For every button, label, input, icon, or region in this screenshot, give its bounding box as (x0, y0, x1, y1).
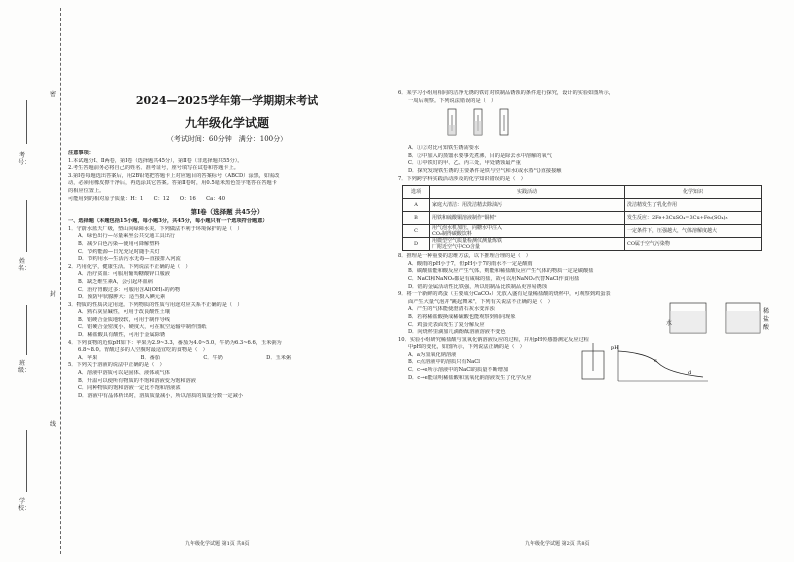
q3-option-b: B．铝硬合金质地较软，可用于制作导线 (78, 316, 170, 323)
name-label: 姓名： (18, 258, 31, 272)
atomic-masses: 可能用到的相对原子质量：H：1 C：12 O：16 Ca：40 (68, 195, 226, 202)
q3-option-d: D．稀盐酸具有酸性，可用于金属除锈 (78, 332, 166, 339)
q5-option-d: D．溶液中有晶体析出时，溶质质量减小，所以溶质的质量分数一定减小 (78, 392, 243, 399)
class-label: 班级： (18, 360, 31, 374)
q4-option-d: D．玉米粥 (266, 354, 292, 361)
q5-option-a: A．溶液中溶质可以是固体、液体或气体 (78, 370, 170, 377)
q10-option-b: B．c点溶液中的溶质只有NaCl (408, 359, 480, 366)
question-3: 3．物质的性质决定用途。下列物质的性质与用途对应关系不正确的是（ ） (68, 301, 243, 308)
question-2: 2．巧用化学，健康生活。下列说法不正确的是（ ） (68, 263, 191, 270)
note-2: 2.考生答题前务必将自己的姓名、准考证号，座号填写在试卷和答题卡上。 (68, 165, 239, 172)
q4-option-c: C．牛奶 (203, 354, 223, 361)
q10-option-a: A．a为氢氧化钠溶液 (408, 351, 457, 358)
q5-option-b: B．升温可以使所有物质的不饱和溶液变为饱和溶液 (78, 377, 196, 384)
question-4b: 6.8~8.0。胃酸过多的人空腹时最适宜吃的食物是（ ） (78, 347, 208, 354)
q4-option-b: B．番茄 (140, 354, 160, 361)
q1-option-d: D．节约用水—生活污水无毒—直接排入河流 (78, 256, 181, 263)
part-1-intro: 一、选择题（本题包括15小题，每小题3分，共45分，每小题只有一个选项符合题意） (68, 218, 268, 225)
section-1-title: 第Ⅰ卷（选择题 共45分） (190, 208, 264, 217)
water-label: 水 (666, 320, 673, 328)
table-cell: 洗洁精发生了乳化作用 (625, 199, 762, 212)
seal-feng: 封 (50, 291, 57, 298)
acid-label: 盐 (763, 316, 770, 324)
table-cell: 发生反应：2Fe+3CuSO₄=3Cu+Fe₂(SO₄)₃ (625, 212, 762, 225)
q6-figure (438, 105, 558, 141)
note-3a: 3.第Ⅰ卷每题选出答案后，用2B铅笔把答题卡上对应题目的答案标号（ABCD）涂黑，如需改 (68, 172, 280, 179)
name-line (26, 200, 27, 252)
q9-figure (666, 297, 776, 339)
table-cell: 用气泡水机加压，向糖水中注入 CO₂制得碳酸饮料 (430, 225, 625, 238)
q2-option-a: A．治疗贫血：可服用葡萄糖酸锌口服液 (78, 271, 170, 278)
table-row (403, 225, 762, 238)
q2-option-c: C．治疗胃酸过多：可服用含Al(OH)₃的药物 (78, 286, 181, 293)
table-header-cell: 选项 (403, 186, 430, 199)
point-c-label: c (654, 357, 657, 364)
q8-option-c: C．NaCl和NaNO₂都是有咸味的盐，故可以用NaNO₂代替NaCl作食用盐 (408, 275, 580, 282)
q1-option-c: C．节约能源—日光充足时随手关灯 (78, 248, 160, 255)
table-row (403, 212, 762, 225)
exam-meta: （考试时间：60分钟 满分：100分） (166, 135, 288, 143)
note-3b: 动，必须用橡皮擦干净后，再选涂其它答案。答第Ⅱ卷时，用0.5毫米黑色签字笔答在答题卡 (68, 180, 277, 187)
q10-option-d: D．c→e能证明稀盐酸和氢氧化钠溶液发生了化学反应 (408, 374, 532, 381)
table-cell: C (403, 225, 430, 238)
right-page-footer: 九年级化学试题 第2页 共8页 (525, 541, 590, 547)
exam-subtitle: 九年级化学试题 (184, 116, 269, 130)
question-10a: 10．实验小组研究稀盐酸与氢氧化钠溶液反应的过程，并用pH传感器测定反应过程 (398, 336, 589, 343)
point-d-label: d (688, 369, 692, 376)
notes-heading: 注意事项： (68, 150, 94, 156)
question-9b: 面产生大量气泡并"跳起舞来"，下列有关说法不正确的是（ ） (408, 298, 553, 305)
q6-option-c: C．①中铁钉的甲、乙、丙三处，甲处锈蚀最严重 (408, 160, 521, 167)
q1-option-a: A．绿色出行—尽量乘坐公共交通工具出行 (78, 233, 176, 240)
table-cell: 用铁和硫酸铜溶液制作"铜树" (430, 212, 625, 225)
ph-axis-label: pH (611, 344, 619, 351)
table-header-cell: 化学知识 (625, 186, 762, 199)
q2-option-d: D．预防甲状腺肿大：适当摄入碘元素 (78, 294, 166, 301)
q6-option-a: A．①②对比可知铁生锈需要水 (408, 145, 480, 152)
q5-option-c: C．同种物质的饱和溶液一定比不饱和溶液浓 (78, 385, 181, 392)
question-6b: 一周后观察。下列说法错误的是（ ） (408, 97, 497, 104)
table-cell: A (403, 199, 430, 212)
q6-option-b: B．②中加入的蒸馏水要事先煮沸，目的是除去水中溶解的氧气 (408, 152, 552, 159)
q3-option-c: C．铝硬合金密度小、硬度大，可在航空运输中制作图纸 (78, 324, 207, 331)
q6-option-d: D．探究发现铁生锈的主要条件是铁与空气和水(或水蒸气)直接接触 (408, 167, 562, 174)
question-5: 5．下列关于溶液的说法中正确的是（ ） (68, 362, 165, 369)
acid-label: 稀 (763, 308, 770, 316)
q8-option-d: D．铝的金属活动性比铁强，所以铝制品比铁制品更容易锈蚀 (408, 283, 548, 290)
table-cell: B (403, 212, 430, 225)
q3-option-a: A．熟石灰显碱性，可用于改良酸性土壤 (78, 309, 170, 316)
exam-number-line (26, 100, 27, 144)
q10-option-c: C．c→e所示溶液中的NaCl的质量不断增加 (408, 367, 509, 374)
q1-option-b: B．减少白色污染—使用可降解塑料 (78, 240, 160, 247)
table-cell: 家庭大清洁：用洗洁精去除油污 (430, 199, 625, 212)
question-9a: 9．将一个新鲜的鸡蛋（主要成分CaCO₃）先放入盛有足量稀盐酸的烧杯中，可观察到鸡蛋表 (398, 291, 611, 298)
table-header-cell: 实践活动 (430, 186, 625, 199)
school-label: 学校： (18, 498, 31, 512)
q8-option-b: B．碳酸盐能和酸反应产生气体，则能和稀盐酸反应产生气体的物质一定是碳酸盐 (408, 268, 594, 275)
table-cell: 用微型空气质量检测仪测量炼铁 厂附近空气中CO含量 (430, 238, 625, 251)
q9-option-a: A．产生的气体能使澄清石灰水变浑浊 (408, 306, 495, 313)
note-3c: 的相应位置上。 (68, 187, 105, 194)
question-6a: 6．某学习小组用相同的洁净无锈的铁钉对铁制品锈蚀的条件进行探究，设计的实验如图所示， (398, 90, 614, 96)
question-7: 7．下列跨学科实践活动涉及的化学知识错误的是（ ） (398, 175, 526, 182)
q8-option-a: A．酸雨的pH小于7，但pH小于7的雨水不一定是酸雨 (408, 260, 533, 267)
table-cell: D (403, 238, 430, 251)
exam-number-label: 考号： (18, 152, 31, 166)
q4-option-a: A．苹果 (78, 354, 98, 361)
left-page (68, 10, 386, 400)
right-page (398, 10, 780, 382)
binding-strip (14, 30, 62, 530)
acid-label: 酸 (763, 324, 770, 332)
question-8: 8．推理是一种重要的思维方法，以下推理合理的是（ ） (398, 253, 531, 260)
table-header-row (403, 186, 762, 199)
school-line (26, 430, 27, 492)
table-row (403, 238, 762, 251)
q9-option-d: D．向烧杯里滴加几滴酚酞溶液溶液不变色 (408, 329, 506, 336)
question-4a: 4．下列食物的近似pH如下：苹果为2.9~3.3，番茄为4.0~5.0，牛奶为6.3~6.6，玉米粥为 (68, 339, 282, 346)
question-1: 1．守蔚水蓝天厂级，塑山向绿障水美。下列做法不利于环境保护的是（ ） (68, 225, 243, 232)
seal-xian: 线 (50, 421, 57, 428)
seal-line (60, 8, 61, 554)
table-row (403, 199, 762, 212)
note-1: 1.本试题分Ⅰ、Ⅱ两卷，第Ⅰ卷（选择题共45分），第Ⅱ卷（非选择题共55分）。 (68, 157, 243, 164)
q9-option-b: B．若将稀盐酸换成稀硫酸也能观察到相同现象 (408, 313, 516, 320)
class-line (26, 305, 27, 355)
q4-options (68, 355, 386, 363)
exam-title: 2024—2025学年第一学期期末考试 (135, 94, 319, 107)
table-cell: 一定条件下，压强越大，气体溶解度越大 (625, 225, 762, 238)
question-10b: 中pH的变化，如图所示，下列说法正确的是（ ） (408, 344, 525, 351)
q10-figure (578, 341, 718, 385)
q7-table (402, 185, 762, 251)
seal-mi: 密 (50, 91, 57, 98)
table-cell: CO属于空气污染物 (625, 238, 762, 251)
left-page-footer: 九年级化学试题 第1页 共8页 (185, 541, 250, 547)
q2-option-b: B．缺乏维生素A，会引起坏血病 (78, 278, 153, 285)
q9-option-c: C．鸡蛋壳表面发生了复分解反应 (408, 321, 485, 328)
